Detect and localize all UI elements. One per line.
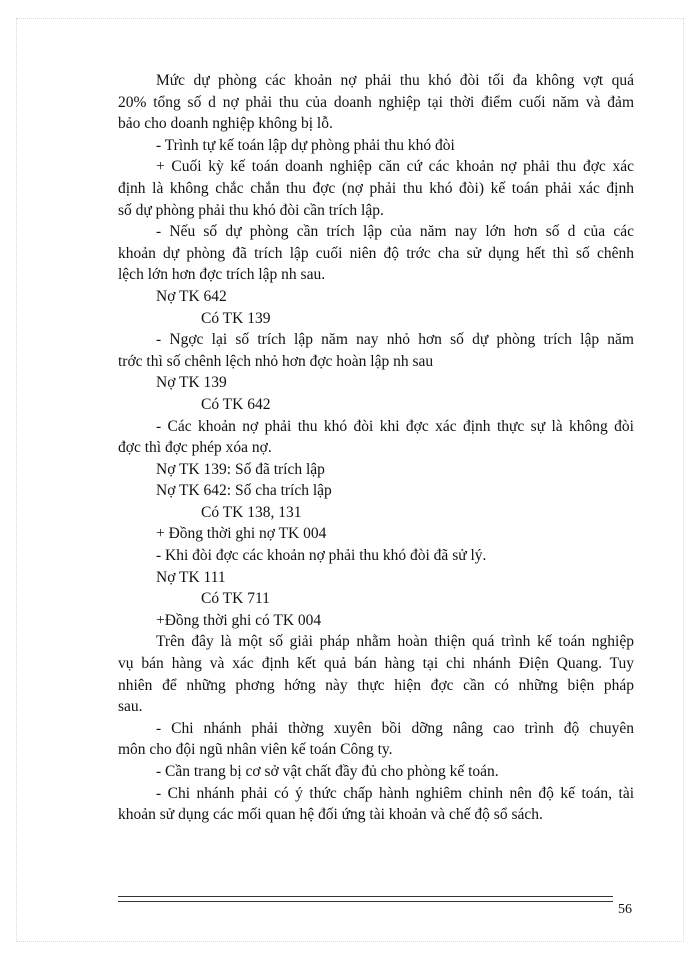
text-line: - Ngợc lại số trích lập năm nay nhỏ hơn số dự phòng trích lập năm [156,331,634,349]
text-line: Có TK 642 [201,395,271,413]
text-line: Nợ TK 642 [156,287,227,305]
text-line: - Chi nhánh phải có ý thức chấp hành nghiêm chỉnh nên độ kế toán, tài [156,784,634,802]
text-line: Nợ TK 111 [156,568,226,586]
text-line: Nợ TK 139: Số đã trích lập [156,460,325,478]
text-line: Trên đây là một số giải pháp nhằm hoàn thiện quá trình kế toán nghiệp [156,633,634,651]
text-line: vụ bán hàng và xác định kết quả bán hàng tại chi nhánh Điện Quang. Tuy [118,655,634,673]
text-line: bảo cho doanh nghiệp không bị lỗ. [118,115,333,133]
text-line: đợc thì đợc phép xóa nợ. [118,439,272,457]
text-line: + Cuối kỳ kế toán doanh nghiệp căn cứ các khoản nợ phải thu đợc xác [156,158,634,176]
text-line: định là không chắc chắn thu đợc (nợ phải thu khó đòi) kế toán phải xác định [118,179,634,197]
document-body [118,70,634,826]
text-line: Nợ TK 139 [156,374,227,392]
text-line: + Đồng thời ghi nợ TK 004 [156,525,327,543]
text-line: Có TK 711 [201,590,270,608]
footer-rule [118,896,613,902]
text-line: - Chi nhánh phải thờng xuyên bồi dỡng nâng cao trình độ chuyên [156,719,634,737]
text-line: số dự phòng phải thu khó đòi cần trích lập. [118,201,384,219]
text-line: nhiên để những phơng hớng này thực hiện đợc cần có những biện pháp [118,676,634,694]
page-number: 56 [618,902,632,917]
text-line: - Nếu số dự phòng cần trích lập của năm nay lớn hơn số d của các [156,223,634,241]
text-line: Có TK 138, 131 [201,503,302,521]
text-line: - Các khoản nợ phải thu khó đòi khi đợc xác định thực sự là không đòi [156,417,634,435]
text-line: - Khi đòi đợc các khoản nợ phải thu khó đòi đã sử lý. [156,547,487,565]
text-line: +Đồng thời ghi có TK 004 [156,611,322,629]
text-line: sau. [118,698,143,716]
text-line: khoản sử dụng các mối quan hệ đối ứng tài khoản và chế độ sổ sách. [118,806,543,824]
text-line: - Cần trang bị cơ sở vật chất đầy đủ cho phòng kế toán. [156,763,499,780]
text-line: khoản dự phòng đã trích lập cuối niên độ trớc cha sử dụng hết thì số chênh [118,244,634,262]
text-line: Mức dự phòng các khoản nợ phải thu khó đòi tối đa không vợt quá [156,72,634,89]
text-line: lệch lớn hơn đợc trích lập nh sau. [118,266,326,284]
text-line: Có TK 139 [201,309,271,327]
text-line: 20% tổng số d nợ phải thu của doanh nghiệp tại thời điểm cuối năm và đảm [118,93,634,111]
text-line: - Trình tự kế toán lập dự phòng phải thu khó đòi [156,136,455,154]
text-line: trớc thì số chênh lệch nhỏ hơn đợc hoàn lập nh sau [118,352,434,370]
text-line: môn cho đội ngũ nhân viên kế toán Công ty. [118,741,393,759]
text-line: Nợ TK 642: Số cha trích lập [156,482,332,500]
